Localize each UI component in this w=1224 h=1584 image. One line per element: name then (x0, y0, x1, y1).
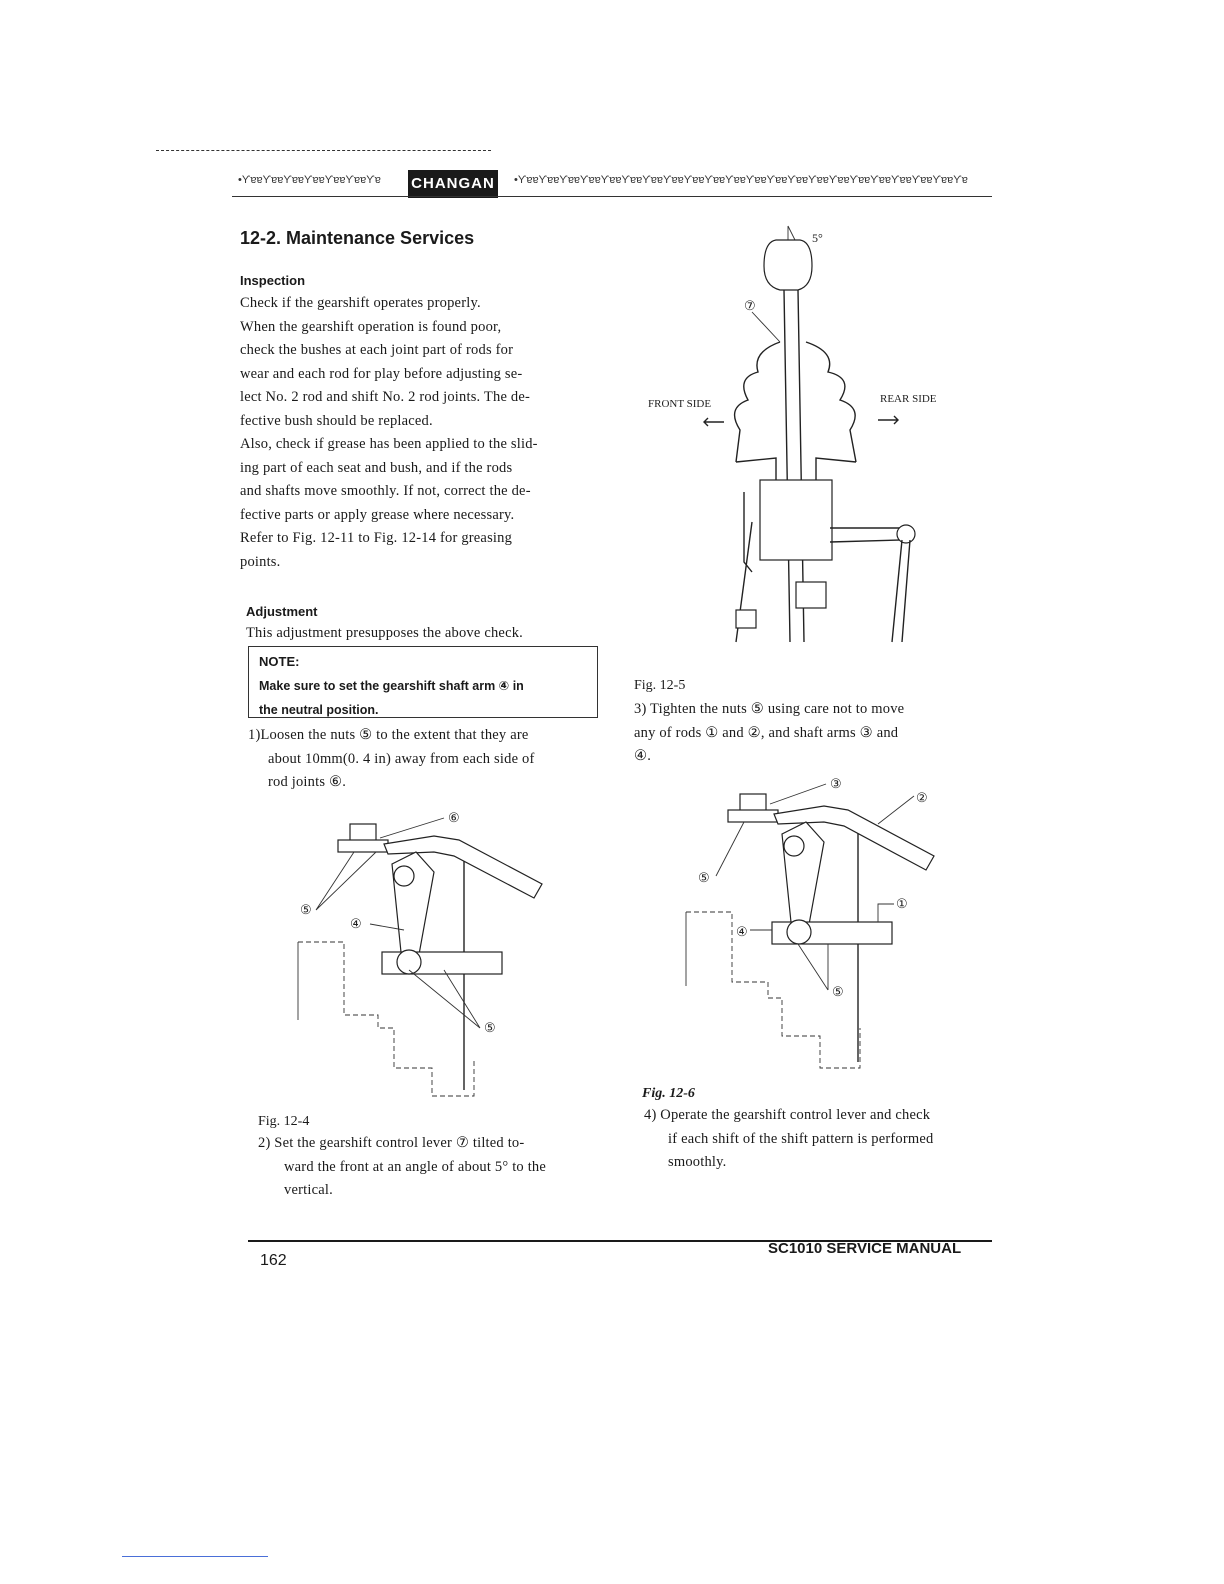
callout-2: ② (916, 790, 928, 805)
text-line: fective bush should be replaced. (240, 412, 433, 429)
shaft-arm-pivot (394, 866, 414, 886)
adjustment-heading: Adjustment (246, 604, 318, 619)
callout-5a: ⑤ (300, 902, 312, 917)
figure-12-5-caption: Fig. 12-5 (634, 678, 686, 693)
step-3 (634, 698, 990, 769)
text-line: if each shift of the shift pattern is performed (668, 1130, 934, 1147)
text-line: smoothly. (668, 1154, 727, 1170)
leader-5a (716, 822, 744, 876)
text-line: 3) Tighten the nuts ⑤ using care not to move (634, 701, 905, 717)
step-2 (258, 1132, 608, 1203)
callout-4: ④ (350, 916, 362, 931)
text-line: and shafts move smoothly. If not, correct the de- (240, 483, 531, 499)
inspection-heading: Inspection (240, 273, 306, 288)
text-line: Check if the gearshift operates properly. (240, 295, 481, 311)
note-line: the neutral position. (259, 703, 379, 717)
select-rod-joint (728, 810, 778, 822)
rod-joint-ball (787, 920, 811, 944)
boot-base (736, 458, 856, 482)
leader-6 (380, 818, 444, 838)
adjustment-intro: This adjustment presupposes the above check. (246, 625, 523, 641)
text-line: When the gearshift operation is found poor, (240, 318, 502, 335)
step-4 (644, 1104, 1000, 1175)
leader-2 (878, 796, 914, 824)
callout-5b: ⑤ (484, 1020, 496, 1035)
rod-pivot (897, 525, 915, 543)
figure-12-5-diagram (640, 222, 960, 652)
shaft-arm-pivot (784, 836, 804, 856)
bottom-underline (122, 1556, 268, 1557)
leader-7 (752, 312, 780, 342)
page-number: 162 (260, 1252, 287, 1269)
header-rule (232, 196, 992, 197)
figure-12-4-caption: Fig. 12-4 (258, 1114, 310, 1129)
callout-7: ⑦ (744, 298, 756, 313)
bracket-bolt (736, 610, 756, 628)
boot-right (806, 342, 856, 462)
callout-1: ① (896, 896, 908, 911)
text-line: 4) Operate the gearshift control lever and check (644, 1107, 931, 1123)
callout-5b: ⑤ (832, 984, 844, 999)
rear-arrow-icon (878, 416, 898, 424)
header-ornament-left: •ƳɐɐƳɐɐƳɐɐƳɐɐƳɐɐƳɐɐƳɐ (238, 174, 381, 186)
callout-3: ③ (830, 776, 842, 791)
step-1 (248, 724, 604, 795)
rear-side-label: REAR SIDE (880, 393, 937, 405)
text-line: ④. (634, 748, 652, 764)
brand-logo: CHANGAN (408, 170, 498, 198)
inspection-text (240, 292, 600, 574)
note-text (259, 674, 591, 722)
text-line: any of rods ① and ②, and shaft arms ③ and (634, 724, 899, 741)
text-line: ward the front at an angle of about 5° to the (284, 1158, 547, 1175)
section-title: 12-2. Maintenance Services (240, 228, 475, 248)
text-line: about 10mm(0. 4 in) away from each side of (268, 750, 535, 767)
note-line: Make sure to set the gearshift shaft arm ④ in (259, 679, 524, 693)
select-rod-joint (338, 840, 388, 852)
text-line: check the bushes at each joint part of rods for (240, 342, 514, 358)
text-line: ing part of each seat and bush, and if the rods (240, 459, 513, 476)
text-line: points. (240, 553, 281, 570)
front-side-label: FRONT SIDE (648, 398, 712, 410)
callout-5a: ⑤ (698, 870, 710, 885)
angle-label: 5° (812, 231, 823, 245)
note-label: NOTE: (259, 654, 300, 669)
text-line: Also, check if grease has been applied to the slid- (240, 436, 538, 452)
lever-housing (760, 480, 832, 560)
leader-5a (316, 852, 376, 910)
text-line: vertical. (284, 1182, 333, 1198)
figure-12-6-diagram (678, 772, 968, 1072)
text-line: Refer to Fig. 12-11 to Fig. 12-14 for greasing (240, 530, 513, 546)
manual-title: SC1010 SERVICE MANUAL (768, 1240, 962, 1257)
text-line: rod joints ⑥. (268, 774, 347, 790)
header-dash-line (156, 150, 491, 151)
leader-3 (770, 784, 826, 804)
header-ornament-right: •ƳɐɐƳɐɐƳɐɐƳɐɐƳɐɐƳɐɐƳɐɐƳɐɐƳɐɐƳɐɐƳɐɐƳɐɐƳɐɐƳɐɐƳɐɐƳɐɐƳɐɐƳɐɐƳɐɐƳɐɐƳɐɐƳɐ (514, 174, 968, 186)
leader-1 (878, 904, 894, 922)
figure-12-4-diagram (284, 800, 574, 1100)
text-line: 2) Set the gearshift control lever ⑦ tilted to- (258, 1135, 525, 1151)
leader-5b (409, 970, 480, 1028)
leader-5b (798, 944, 828, 990)
text-line: fective parts or apply grease where necessary. (240, 506, 515, 523)
front-arrow-icon (704, 418, 724, 426)
shift-knob (764, 240, 812, 290)
callout-6: ⑥ (448, 810, 460, 825)
text-line: wear and each rod for play before adjusting se- (240, 365, 523, 382)
callout-4: ④ (736, 924, 748, 939)
boot-left (735, 342, 780, 462)
lower-joint (796, 582, 826, 608)
text-line: lect No. 2 rod and shift No. 2 rod joints. The de- (240, 389, 531, 405)
text-line: 1)Loosen the nuts ⑤ to the extent that they are (248, 727, 529, 743)
figure-12-6-caption: Fig. 12-6 (642, 1086, 695, 1101)
select-rod (892, 540, 910, 642)
